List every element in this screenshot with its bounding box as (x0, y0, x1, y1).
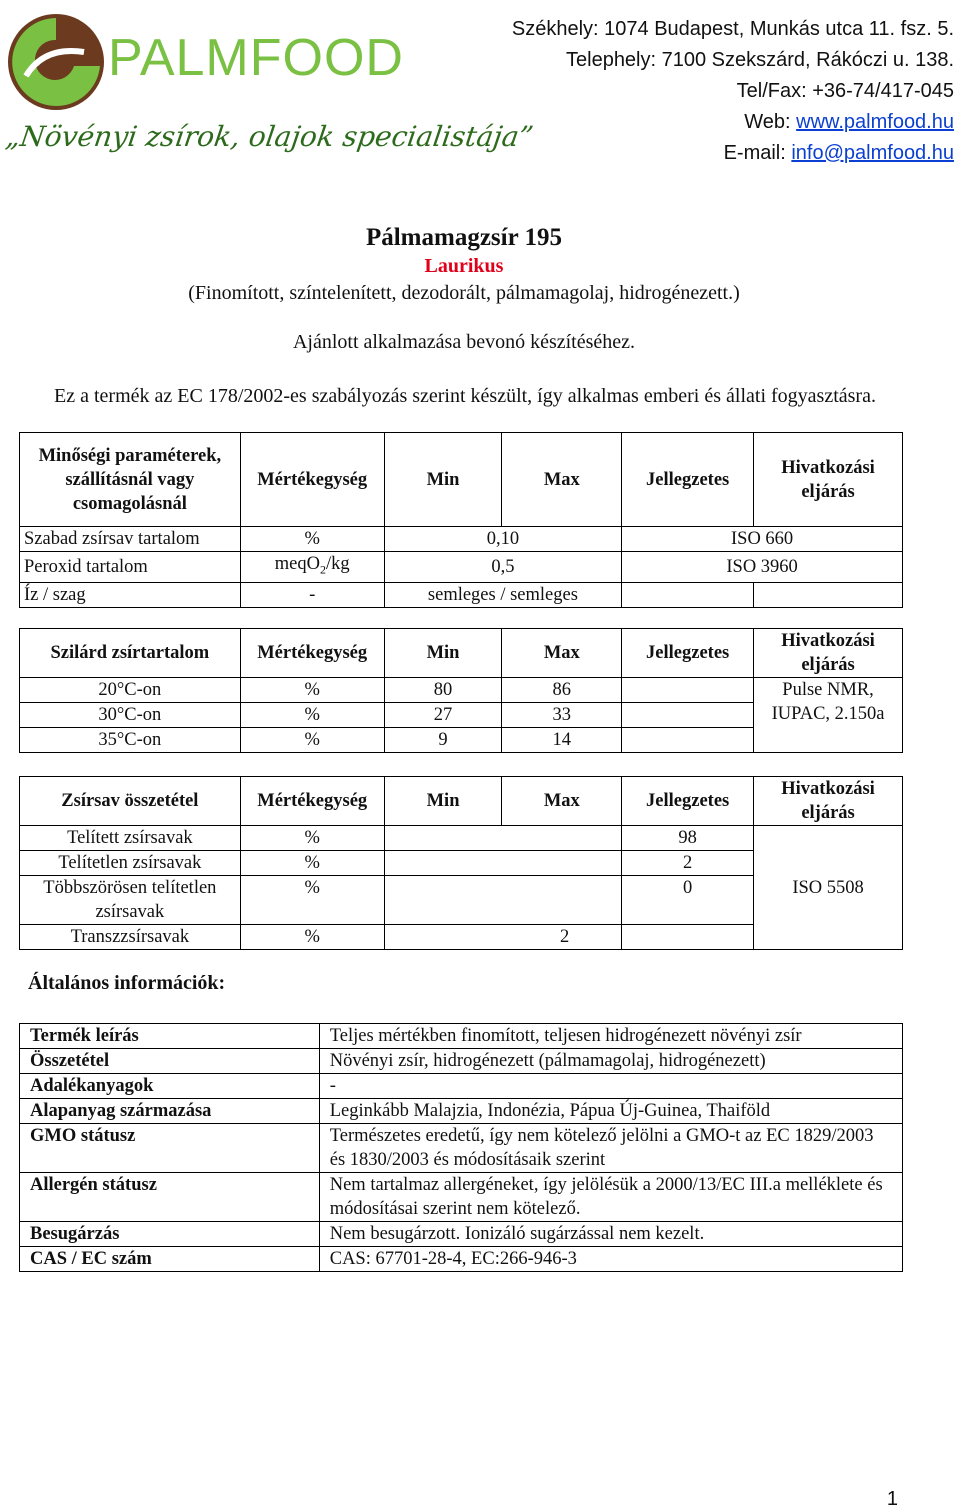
quality-header-unit: Mértékegység (240, 433, 384, 527)
fatty-header-param: Zsírsav összetétel (20, 777, 241, 826)
info-key: Besugárzás (20, 1222, 320, 1247)
table-row (20, 1099, 903, 1124)
table-row (20, 1222, 903, 1247)
info-value: Növényi zsír, hidrogénezett (pálmamagolaj, hidrogénezett) (319, 1049, 902, 1074)
fatty-header-typ: Jellegzetes (622, 777, 754, 826)
fatty-max: 2 (384, 925, 622, 950)
info-key: CAS / EC szám (20, 1247, 320, 1272)
info-key: Adalékanyagok (20, 1074, 320, 1099)
param-max: 0,5 (384, 552, 622, 583)
table-row (20, 1024, 903, 1049)
general-heading: Általános információk: (28, 972, 226, 994)
param-ref: ISO 660 (622, 527, 903, 552)
info-value: Természetes eredetű, így nem kötelező jelölni a GMO-t az EC 1829/2003 és 1830/2003 és módosításaik szerint (319, 1124, 902, 1173)
fatty-unit: % (240, 826, 384, 851)
solid-fat-table (19, 628, 903, 753)
fatty-typ (622, 925, 754, 950)
web-link[interactable]: www.palmfood.hu (796, 111, 954, 133)
table-row (20, 582, 903, 607)
fatty-name: Telítetlen zsírsavak (20, 851, 241, 876)
solid-header-min: Min (384, 629, 502, 678)
quality-header-param: Minőségi paraméterek, szállításnál vagy csomagolásnál (20, 433, 241, 527)
table-row (20, 826, 903, 851)
quality-header-min: Min (384, 433, 502, 527)
product-usage: Ajánlott alkalmazása bevonó készítéséhez. (292, 331, 636, 353)
table-row (20, 1074, 903, 1099)
table-row (20, 1247, 903, 1272)
contact-site: Telephely: 7100 Szekszárd, Rákóczi u. 138. (566, 49, 954, 71)
fatty-ref: ISO 5508 (754, 826, 903, 950)
solid-header-unit: Mértékegység (240, 629, 384, 678)
fatty-unit: % (240, 925, 384, 950)
param-unit: % (240, 527, 384, 552)
solid-temp: 30°C-on (20, 703, 241, 728)
solid-typ (622, 678, 754, 703)
contact-seat: Székhely: 1074 Budapest, Munkás utca 11. fsz. 5. (511, 18, 954, 40)
fatty-header-unit: Mértékegység (240, 777, 384, 826)
param-ref: ISO 3960 (622, 552, 903, 583)
solid-ref: Pulse NMR, IUPAC, 2.150a (754, 678, 903, 753)
info-key: Alapanyag származása (20, 1099, 320, 1124)
param-unit: meqO$_2$/kg (240, 552, 384, 583)
table-row (20, 1124, 903, 1173)
contact-phone: Tel/Fax: +36-74/417-045 (736, 80, 954, 102)
info-key: Termék leírás (20, 1024, 320, 1049)
web-label: Web: (744, 111, 797, 133)
solid-typ (622, 728, 754, 753)
fatty-name: Többszörösen telítetlen zsírsavak (20, 876, 241, 925)
product-description: (Finomított, színtelenített, dezodorált, pálmamagolaj, hidrogénezett.) (188, 282, 740, 304)
fatty-header-max: Max (502, 777, 622, 826)
info-value: Nem besugárzott. Ionizáló sugárzással nem kezelt. (319, 1222, 902, 1247)
info-value: Leginkább Malajzia, Indonézia, Pápua Új-Guinea, Thaiföld (319, 1099, 902, 1124)
fatty-header-min: Min (384, 777, 502, 826)
param-unit: - (240, 582, 384, 607)
email-link[interactable]: info@palmfood.hu (791, 142, 954, 164)
param-name: Szabad zsírsav tartalom (20, 527, 241, 552)
fatty-acid-table (19, 776, 903, 950)
solid-header-typ: Jellegzetes (622, 629, 754, 678)
param-typ (622, 582, 754, 607)
page-number: 1 (886, 1488, 898, 1510)
fatty-typ: 2 (622, 851, 754, 876)
info-value: CAS: 67701-28-4, EC:266-946-3 (319, 1247, 902, 1272)
solid-temp: 35°C-on (20, 728, 241, 753)
table-row (20, 552, 903, 583)
solid-header-max: Max (502, 629, 622, 678)
info-key: Allergén státusz (20, 1173, 320, 1222)
fatty-typ: 98 (622, 826, 754, 851)
solid-max: 33 (502, 703, 622, 728)
email-label: E-mail: (723, 142, 792, 164)
info-value: Teljes mértékben finomított, teljesen hidrogénezett növényi zsír (319, 1024, 902, 1049)
brand-tagline: „Növényi zsírok, olajok specialistája” (3, 120, 536, 153)
solid-temp: 20°C-on (20, 678, 241, 703)
info-key: GMO státusz (20, 1124, 320, 1173)
solid-header-ref: Hivatkozási eljárás (754, 629, 903, 678)
info-value: Nem tartalmaz allergéneket, így jelölésük a 2000/13/EC III.a melléklete és módosításai szerint nem kötelező. (319, 1173, 902, 1222)
info-key: Összetétel (20, 1049, 320, 1074)
table-row (20, 527, 903, 552)
info-value: - (319, 1074, 902, 1099)
solid-min: 9 (384, 728, 502, 753)
fatty-minmax (384, 826, 622, 851)
solid-typ (622, 703, 754, 728)
param-max: 0,10 (384, 527, 622, 552)
fatty-minmax (384, 876, 622, 925)
param-name: Peroxid tartalom (20, 552, 241, 583)
brand-name: PALMFOOD (108, 29, 404, 87)
product-subtitle: Laurikus (424, 255, 504, 277)
quality-table (19, 432, 903, 608)
table-row (20, 678, 903, 703)
solid-min: 27 (384, 703, 502, 728)
quality-header-ref: Hivatkozási eljárás (754, 433, 903, 527)
fatty-typ: 0 (622, 876, 754, 925)
fatty-header-ref: Hivatkozási eljárás (754, 777, 903, 826)
ec-statement: Ez a termék az EC 178/2002-es szabályozás szerint készült, így alkalmas emberi és állati fogyasztásra. (54, 385, 876, 407)
product-title: Pálmamagzsír 195 (365, 224, 563, 251)
table-row (20, 1049, 903, 1074)
param-minmax: semleges / semleges (384, 582, 622, 607)
fatty-name: Telített zsírsavak (20, 826, 241, 851)
fatty-minmax (384, 851, 622, 876)
solid-min: 80 (384, 678, 502, 703)
param-name: Íz / szag (20, 582, 241, 607)
table-row (20, 1173, 903, 1222)
fatty-unit: % (240, 876, 384, 925)
solid-header-param: Szilárd zsírtartalom (20, 629, 241, 678)
solid-max: 14 (502, 728, 622, 753)
contact-block (512, 14, 954, 169)
quality-header-typ: Jellegzetes (622, 433, 754, 527)
solid-unit: % (240, 728, 384, 753)
solid-unit: % (240, 703, 384, 728)
quality-header-max: Max (502, 433, 622, 527)
solid-unit: % (240, 678, 384, 703)
fatty-unit: % (240, 851, 384, 876)
general-info-table (19, 1023, 903, 1272)
solid-max: 86 (502, 678, 622, 703)
fatty-name: Transzzsírsavak (20, 925, 241, 950)
param-ref (754, 582, 903, 607)
